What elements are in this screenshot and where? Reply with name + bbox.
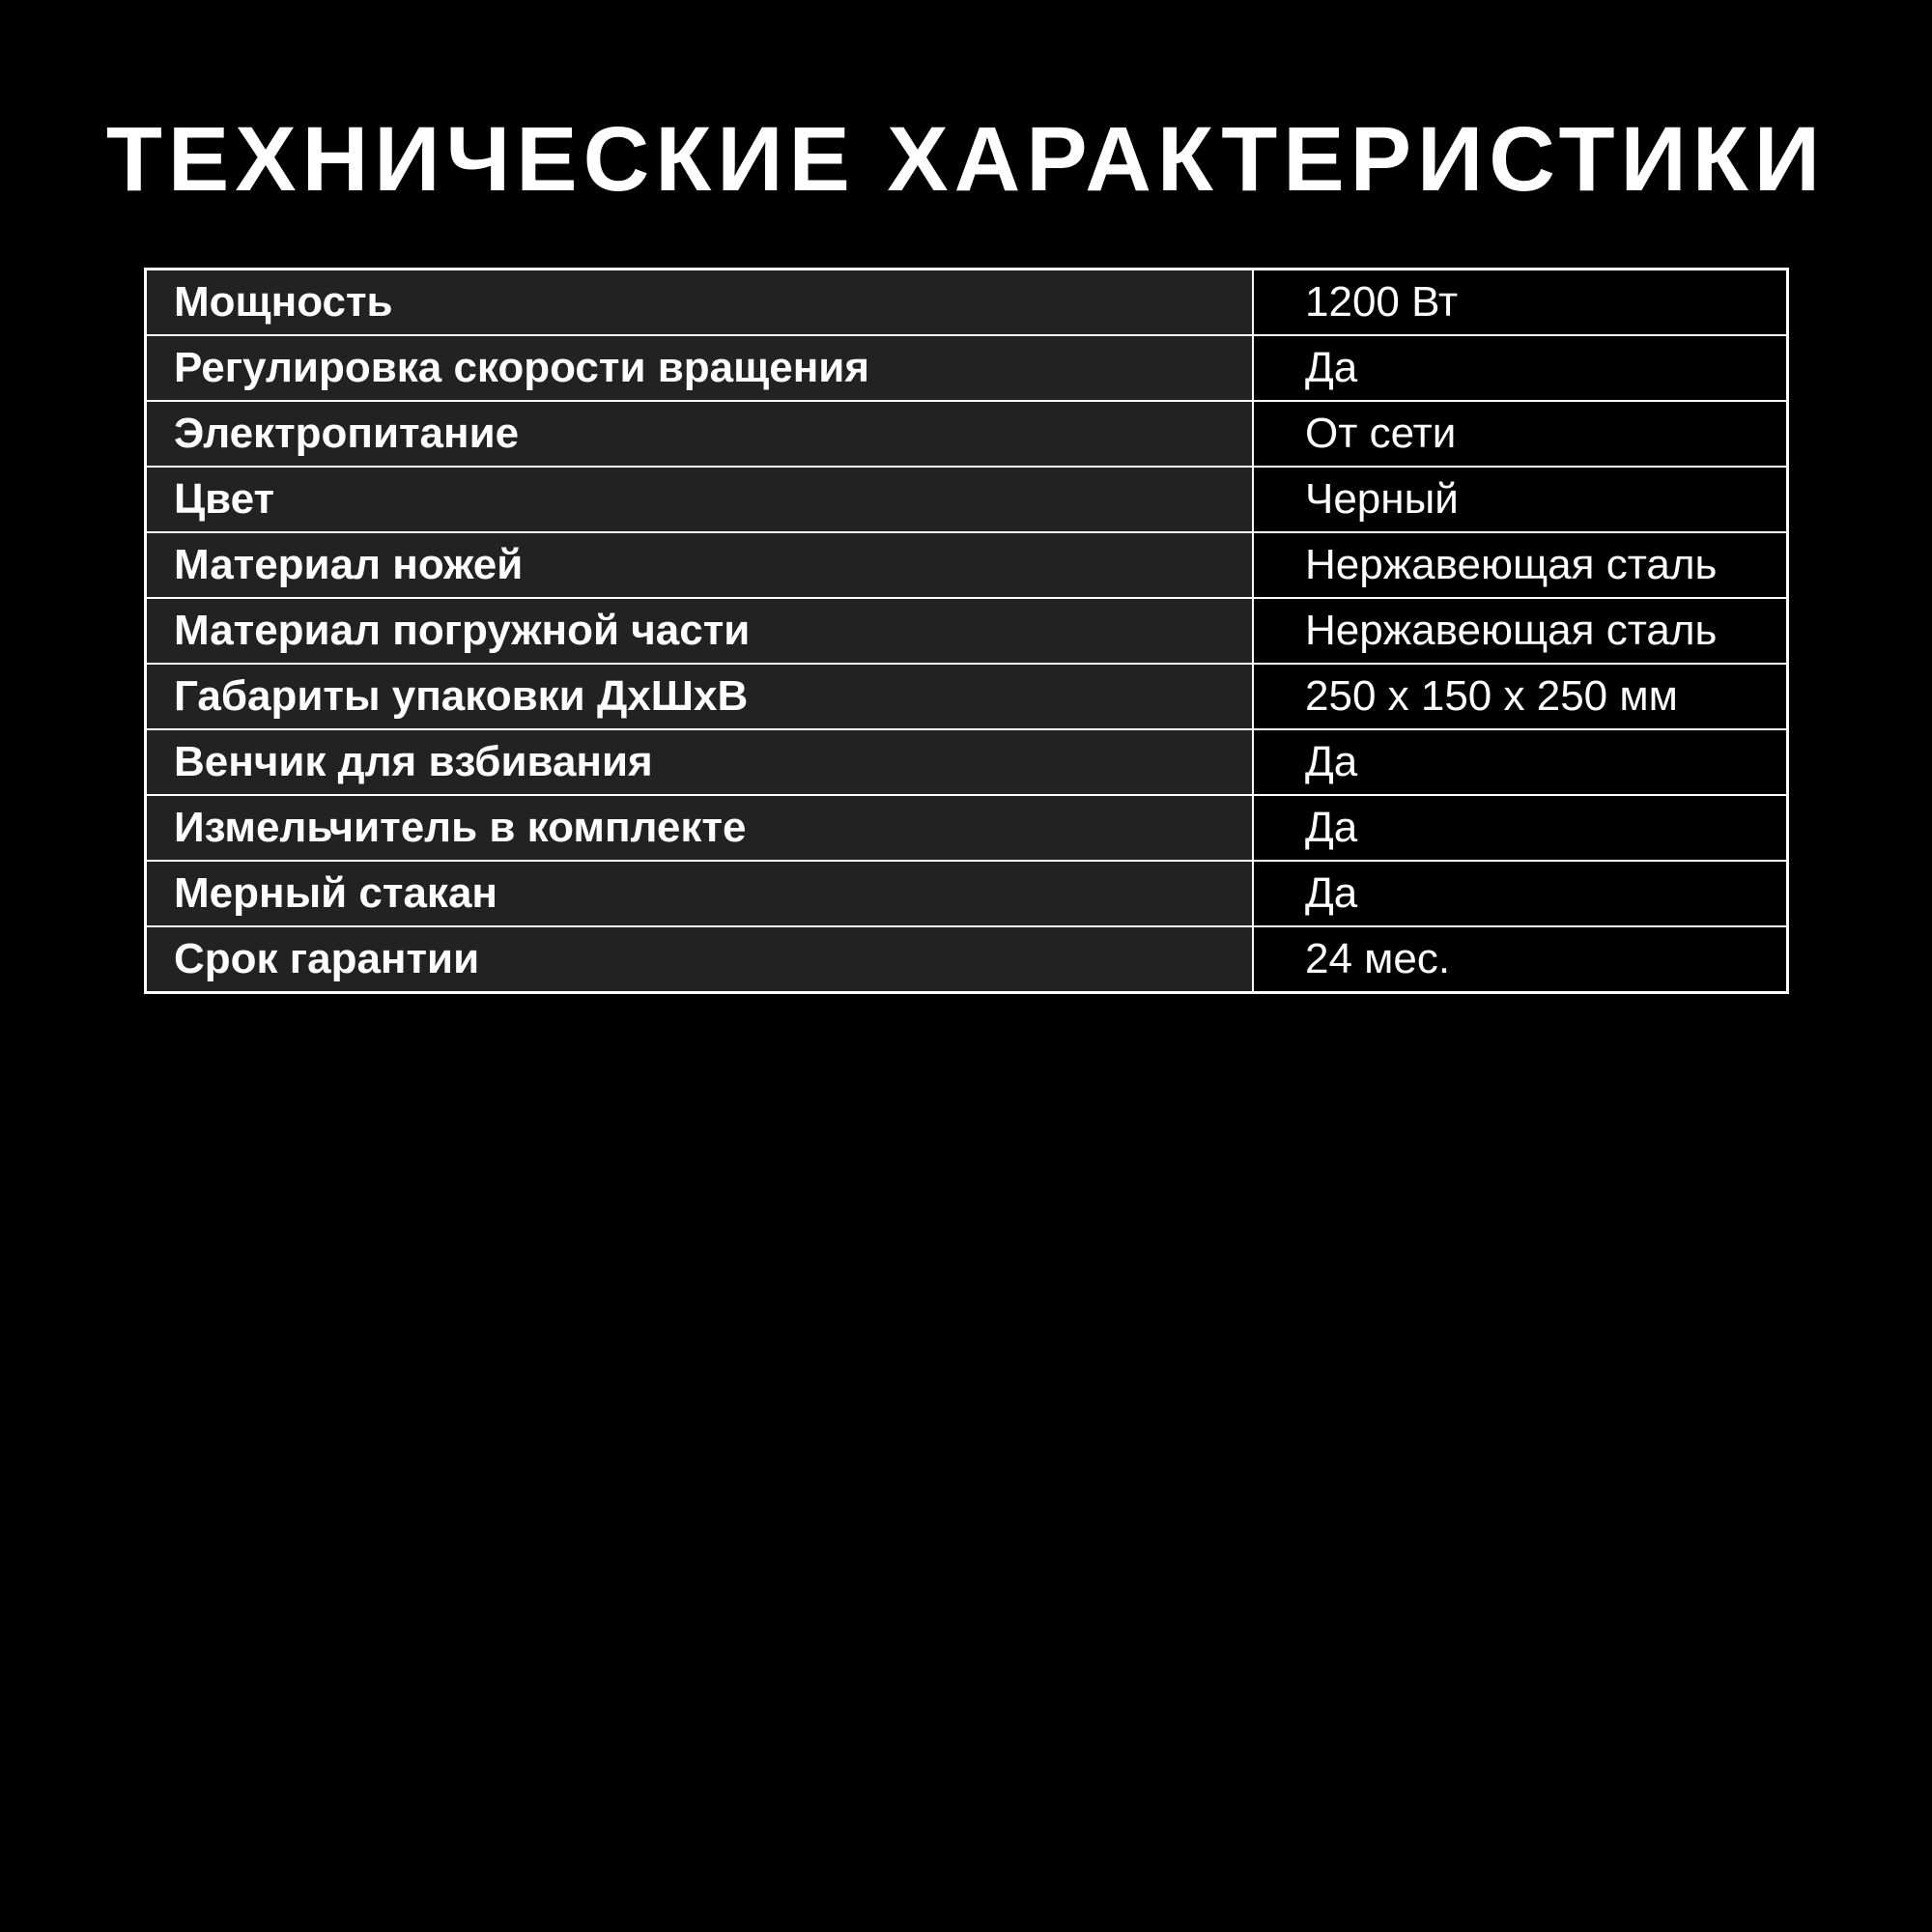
table-row [146, 532, 1788, 598]
table-row [146, 664, 1788, 729]
spec-value: Да [1253, 795, 1788, 861]
page-title: ТЕХНИЧЕСКИЕ ХАРАКТЕРИСТИКИ [105, 108, 1827, 211]
spec-name: Материал погружной части [146, 598, 1254, 664]
spec-name: Мощность [146, 270, 1254, 336]
spec-value: 1200 Вт [1253, 270, 1788, 336]
spec-name: Венчик для взбивания [146, 729, 1254, 795]
spec-name: Габариты упаковки ДхШхВ [146, 664, 1254, 729]
spec-name: Мерный стакан [146, 861, 1254, 926]
table-row [146, 926, 1788, 993]
spec-name: Измельчитель в комплекте [146, 795, 1254, 861]
spec-value: Нержавеющая сталь [1253, 532, 1788, 598]
table-row [146, 795, 1788, 861]
spec-name: Регулировка скорости вращения [146, 335, 1254, 401]
table-row [146, 467, 1788, 532]
spec-value: От сети [1253, 401, 1788, 467]
table-row [146, 598, 1788, 664]
spec-name: Материал ножей [146, 532, 1254, 598]
table-row [146, 270, 1788, 336]
table-row [146, 335, 1788, 401]
spec-name: Электропитание [146, 401, 1254, 467]
spec-value: Да [1253, 861, 1788, 926]
spec-value: 24 мес. [1253, 926, 1788, 993]
specs-table [144, 268, 1789, 994]
table-row [146, 861, 1788, 926]
spec-value: Черный [1253, 467, 1788, 532]
spec-value: Да [1253, 335, 1788, 401]
spec-value: Нержавеющая сталь [1253, 598, 1788, 664]
table-row [146, 729, 1788, 795]
spec-name: Цвет [146, 467, 1254, 532]
spec-name: Срок гарантии [146, 926, 1254, 993]
spec-value: 250 х 150 х 250 мм [1253, 664, 1788, 729]
table-row [146, 401, 1788, 467]
spec-value: Да [1253, 729, 1788, 795]
